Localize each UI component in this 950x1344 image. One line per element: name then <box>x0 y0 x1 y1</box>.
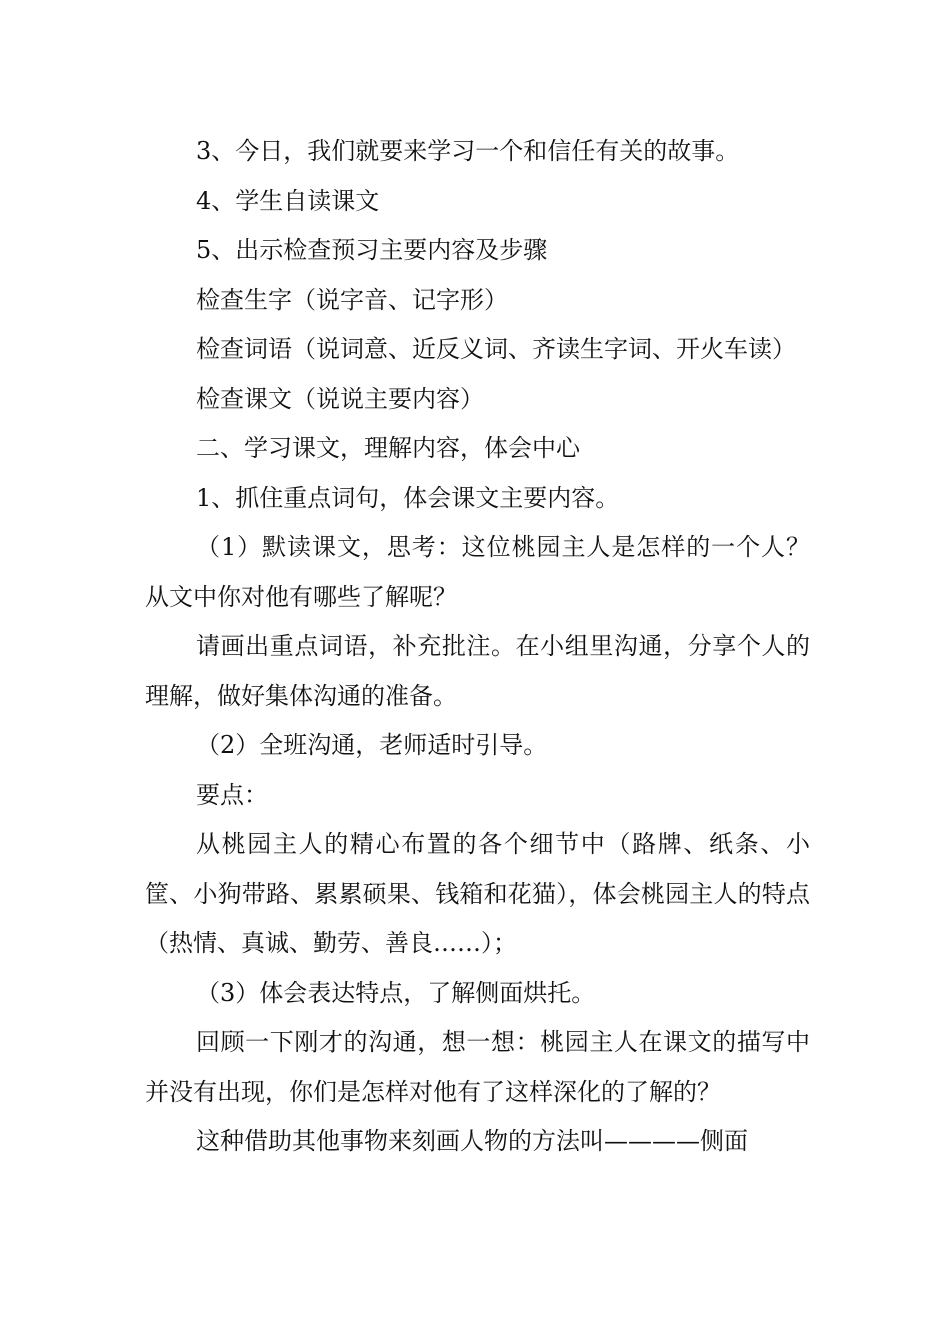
paragraph-9: （1）默读课文，思考：这位桃园主人是怎样的一个人？从文中你对他有哪些了解呢？ <box>145 533 810 611</box>
paragraph-12: 要点： <box>196 780 268 809</box>
paragraph-11: （2）全班沟通，老师适时引导。 <box>196 731 548 759</box>
paragraph-1: 3、今日，我们就要来学习一个和信任有关的故事。 <box>196 137 740 165</box>
paragraph-3: 5、出示检查预习主要内容及步骤 <box>196 236 548 264</box>
paragraph-2: 4、学生自读课文 <box>196 186 380 215</box>
paragraph-4: 检查生字（说字音、记字形） <box>196 285 508 314</box>
paragraph-7: 二、学习课文，理解内容，体会中心 <box>196 434 580 462</box>
paragraph-16: 这种借助其他事物来刻画人物的方法叫————侧面 <box>196 1127 748 1155</box>
paragraph-13: 从桃园主人的精心布置的各个细节中（路牌、纸条、小筐、小狗带路、累累硕果、钱箱和花猫），体会桃园主人的特点（热情、真诚、勤劳、善良……）； <box>145 830 810 957</box>
paragraph-8: 1、抓住重点词句，体会课文主要内容。 <box>196 483 620 512</box>
paragraph-10: 请画出重点词语，补充批注。在小组里沟通，分享个人的理解，做好集体沟通的准备。 <box>145 632 810 710</box>
paragraph-5: 检查词语（说词意、近反义词、齐读生字词、开火车读） <box>196 335 796 363</box>
document-body <box>145 127 810 1167</box>
paragraph-6: 检查课文（说说主要内容） <box>196 384 484 413</box>
paragraph-14: （3）体会表达特点，了解侧面烘托。 <box>196 978 596 1007</box>
paragraph-15: 回顾一下刚才的沟通，想一想：桃园主人在课文的描写中并没有出现，你们是怎样对他有了这样深化的了解的？ <box>145 1028 810 1106</box>
